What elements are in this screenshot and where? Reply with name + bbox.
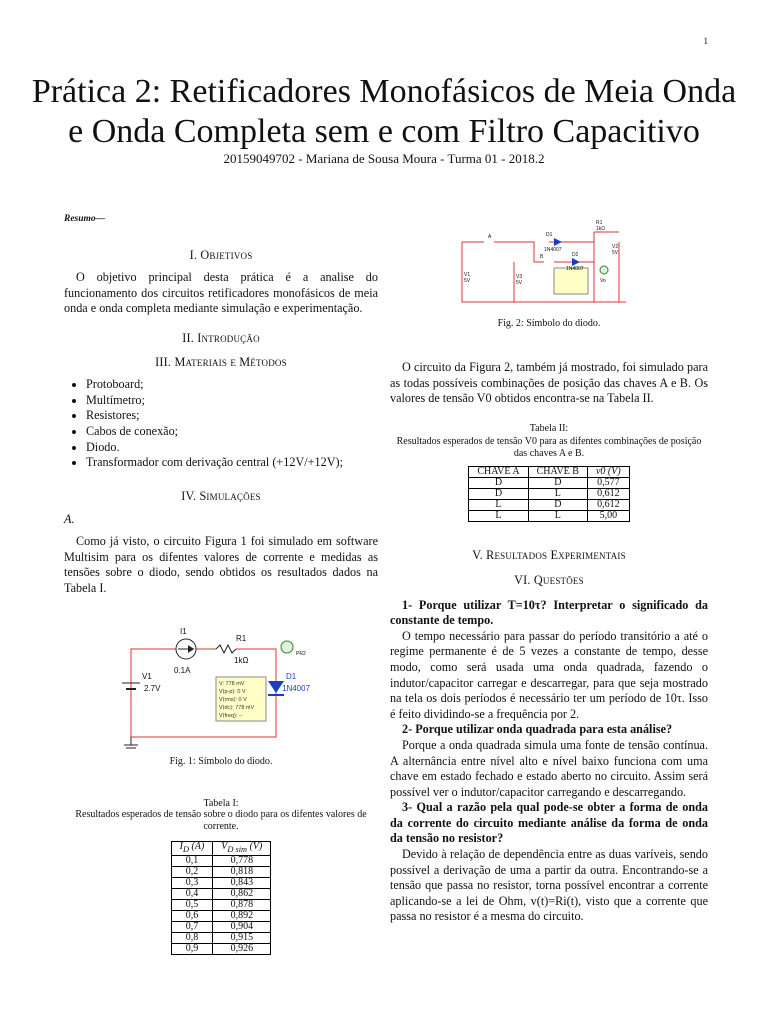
table-row: 0,1 0,778: [171, 856, 271, 867]
label-v2: V2: [612, 244, 619, 250]
label-r1: R1: [596, 220, 603, 226]
list-item: • Transformador com derivação central (+12V/+12V);: [86, 455, 378, 471]
list-item: • Resistores;: [86, 408, 378, 424]
table-row: L D 0,612: [469, 500, 629, 511]
table-row: D L 0,612: [469, 489, 629, 500]
abstract-label: Resumo—: [64, 214, 106, 224]
table-1: [171, 841, 272, 955]
table-row: 0,6 0,892: [171, 911, 271, 922]
meter-line: V: 778 mV: [219, 681, 245, 687]
table-1-block: [64, 798, 378, 955]
label-d1: D1: [286, 672, 297, 681]
table-row: 0,3 0,843: [171, 878, 271, 889]
section-heading-introducao: II. Introdução: [182, 330, 260, 345]
table-row: 0,8 0,915: [171, 933, 271, 944]
meter-line: V(dc): 778 mV: [219, 705, 255, 711]
list-item: • Cabos de conexão;: [86, 424, 378, 440]
meter-line: V(rms): 0 V: [219, 697, 247, 703]
question-1-answer: O tempo necessário para passar do período transitório a até o regime permanente é de 5 vezes a constante de tempo, desse modo, como será usada uma onda quadrada, fazendo o indutor/capacitor carregar e descarregar, para que seja mostrado na tela os dois períodos é necessário ter um período de 10τ. Isso é feito dividindo-se a frequência por 2.: [390, 628, 708, 721]
question-1-title: 1- Porque utilizar T=10τ? Interpretar o significado da constante de tempo.: [390, 597, 708, 628]
question-3-answer: Devido à relação de dependência entre as duas varíveis, sendo possível a derivação de uma a partir da outra. Encontrando-se a tensão que passa no resistor, torna possível encontrar a corrente aplicando-se a lei de Ohm, v(t)=Ri(t), visto que a corrente que passa no resistor é a mesma do circuito.: [390, 847, 708, 924]
meter-line: V(freq): --: [219, 713, 243, 719]
table-row: 0,7 0,904: [171, 922, 271, 933]
list-item: • Multímetro;: [86, 393, 378, 409]
label-v1-value: 2.7V: [144, 684, 161, 693]
table-header: CHAVE B: [528, 467, 587, 478]
table-header: $I_D$ (A): [171, 842, 213, 856]
label-switch-b: B: [540, 254, 544, 260]
question-2-title: 2- Porque utilizar onda quadrada para esta análise?: [402, 722, 673, 737]
right-column: [390, 318, 708, 925]
label-v1: V1: [464, 272, 471, 278]
label-switch-a: A: [488, 234, 492, 240]
question-3-title: 3- Qual a razão pela qual pode-se obter a forma de onda da corrente do circuito mediante análise da forma de onda da tensão no resistor?: [390, 800, 708, 846]
meter-line: V(p-p): 0 V: [219, 689, 246, 695]
table-header: $V_{D sim}$ (V): [213, 842, 271, 856]
page-number: 1: [703, 36, 708, 46]
label-v1: V1: [142, 672, 152, 681]
simulation-paragraph: Como já visto, o circuito Figura 1 foi simulado em software Multisim para os difentes valores de corrente e medidas as tensões sobre o diodo, sendo obtidos os resultados dados na Tabela I.: [64, 533, 378, 595]
objetivos-paragraph: O objetivo principal desta prática é a analise do funcionamento dos circuitos retificadores monofásicos de meia onda e onda completa mediante simulação e experimentação.: [64, 270, 378, 316]
list-item: • Diodo.: [86, 440, 378, 456]
figure-1-circuit: [66, 625, 312, 751]
table-row: 0,9 0,926: [171, 944, 271, 955]
list-item: • Protoboard;: [86, 377, 378, 393]
title-line-2: e Onda Completa sem e com Filtro Capacitivo: [68, 113, 700, 150]
paper-title: [30, 72, 738, 152]
table-row: 0,4 0,862: [171, 889, 271, 900]
materials-list: [64, 377, 378, 471]
label-d2-value: 1N4007: [566, 266, 584, 272]
table-row: 0,2 0,818: [171, 867, 271, 878]
label-probe: PR2: [296, 651, 306, 657]
author-line: 20159049702 - Mariana de Sousa Moura - Turma 01 - 2018.2: [223, 151, 545, 166]
left-column: [64, 212, 378, 596]
section-heading-objetivos: I. Objetivos: [189, 247, 253, 262]
table-header: CHAVE A: [469, 467, 528, 478]
question-2-answer: Porque a onda quadrada simula uma fonte de tensão contínua. A alternância entre nível alto e nível baixo funciona com uma chave em estado fechado e estado aberto no circuito. Assim será possível ver o indutor/capacitor carregando e descarregando.: [390, 737, 708, 799]
section-heading-resultados: V. Resultados Experimentais: [472, 548, 626, 563]
section-heading-materiais: III. Materiais e Métodos: [155, 354, 287, 369]
title-line-1: Prática 2: Retificadores Monofásicos de Meia Onda: [31, 73, 737, 110]
label-r1-value: 1kΩ: [596, 226, 606, 232]
figure-2-circuit: [454, 212, 626, 308]
label-i1-value: 0.1A: [174, 666, 191, 675]
figure-2-caption: Fig. 2: Símbolo do diodo.: [497, 318, 601, 329]
label-r1: R1: [236, 634, 247, 643]
label-v2-value: 5V: [612, 250, 619, 256]
table-row: D D 0,577: [469, 478, 629, 489]
table-1-caption: Resultados esperados de tensão sobre o diodo para os difentes valores de corrente.: [75, 809, 367, 832]
section-heading-questoes: VI. Questões: [514, 572, 584, 587]
subsection-a: A.: [64, 512, 75, 527]
table-2-caption: Resultados esperados de tensão V0 para as difentes combinações de posição das chaves A e B.: [396, 436, 702, 460]
table-1-title: Tabela I:: [203, 798, 239, 809]
table-header: v0 (V): [587, 467, 629, 478]
figure-2-paragraph: O circuito da Figura 2, também já mostrado, foi simulado para as todas possíveis combinações de posição das chaves A e B. Os valores de tensão V0 obtidos encontra-se na Tabela II.: [390, 360, 708, 406]
label-v3-value: 5V: [516, 280, 523, 286]
label-d1: D1: [546, 232, 553, 238]
label-vo: Vo: [600, 278, 606, 284]
label-d1-value: 1N4007: [544, 247, 562, 253]
label-r1-value: 1kΩ: [234, 656, 249, 665]
label-d2: D2: [572, 252, 579, 258]
table-2: [468, 466, 629, 522]
figure-1-caption: Fig. 1: Símbolo do diodo.: [169, 756, 273, 767]
table-row: L L 5,00: [469, 511, 629, 522]
table-2-title: Tabela II:: [529, 422, 569, 434]
label-i1: I1: [180, 627, 187, 636]
label-v1-value: 5V: [464, 278, 471, 284]
label-d1-value: 1N4007: [282, 684, 311, 693]
section-heading-simulacoes: IV. Simulações: [181, 488, 261, 503]
table-row: 0,5 0,878: [171, 900, 271, 911]
label-v3: V3: [516, 274, 523, 280]
